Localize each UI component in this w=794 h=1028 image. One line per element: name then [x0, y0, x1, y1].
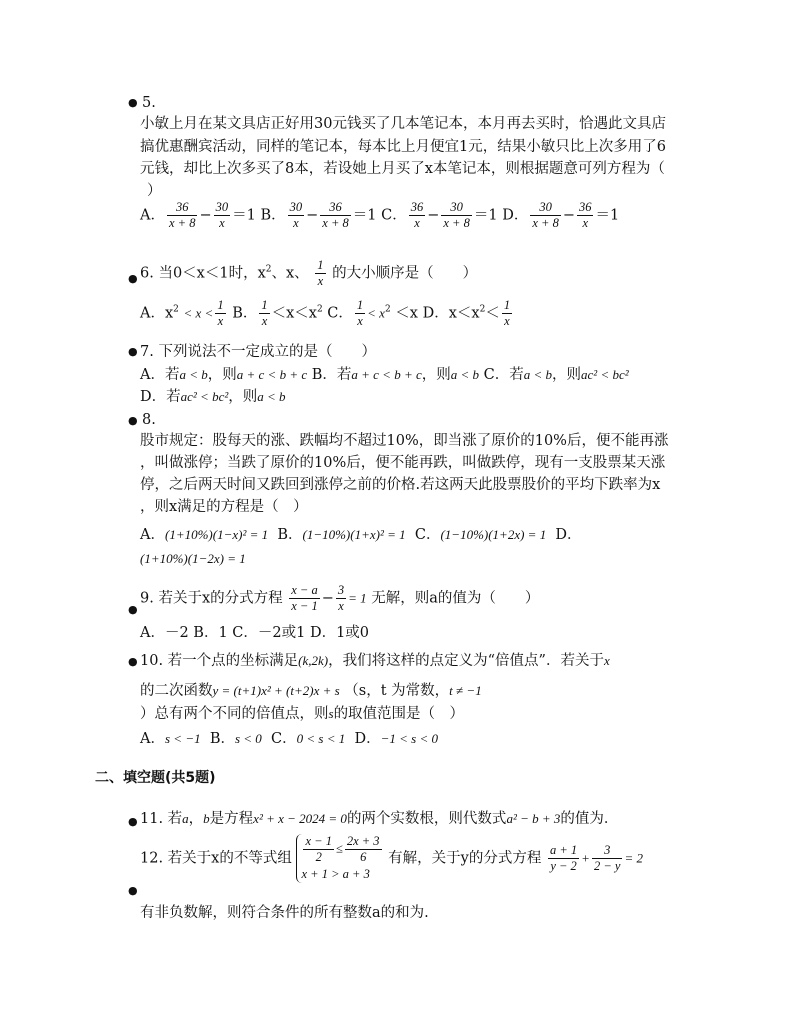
fraction: $\frac{1}{x}$ [261, 298, 268, 328]
q12-stem: 12. 若关于x的不等式组 $\frac{x - 1}{2}$ ≤ $\frac{2x + 3}{6}$ x + 1 > a + 3 有解，关于y的分式方程 $\frac{a + 1}{y - 2}$ + $\frac{3}{2 - y}$ = 2 [140, 834, 643, 881]
q9-options: A．－2 B．1 C．－2或1 D．1或0 [140, 625, 370, 641]
fraction: $\frac{30}{x + 8}$ [532, 200, 559, 230]
q5-opt-b-label: B． [260, 207, 286, 224]
q8-line1: 股市规定：股每天的涨、跌幅均不超过10%，即当涨了原价的10%后，便不能再涨 [140, 433, 669, 449]
q5-line3: 元钱，却比上次多买了8本，若设她上月买了x本笔记本，则根据题意可列方程为（ [140, 161, 665, 177]
fraction: $\frac{3}{2 - y}$ [593, 843, 621, 873]
fraction: $\frac{1}{x}$ [217, 298, 224, 328]
q10-line3: ）总有两个不同的倍值点，则s的取值范围是（ ） [140, 706, 465, 722]
section-heading: 二、填空题(共5题) [95, 770, 216, 786]
fraction: $\frac{36}{x + 8}$ [322, 200, 349, 230]
q8-options-2: (1+10%)(1−2x) = 1 [140, 551, 246, 566]
fraction: $\frac{1}{x}$ [503, 298, 511, 328]
fraction: $\frac{1}{x}$ [317, 258, 324, 288]
fraction: $\frac{a + 1}{y - 2}$ [549, 843, 578, 873]
q5-number: 5. [142, 95, 156, 111]
q5-line4: ） [147, 183, 162, 199]
q11-stem: 11. 若a，b是方程x² + x − 2024 = 0的两个实数根，则代数式a² − b + 3的值为． [140, 811, 619, 827]
fraction: $\frac{x - a}{x - 1}$ [291, 583, 318, 613]
fraction: $\frac{30}{x}$ [215, 200, 229, 230]
bullet-icon: ● [128, 655, 138, 668]
fraction: $\frac{36}{x}$ [410, 200, 424, 230]
fraction: $\frac{36}{x + 8}$ [168, 200, 196, 230]
q10-options: A．s < −1 B．s < 0 C．0 < s < 1 D．−1 < s < 0 [140, 731, 438, 747]
bullet-icon: ● [128, 96, 138, 109]
bullet-icon: ● [128, 414, 138, 427]
inequality-system: $\frac{x - 1}{2}$ ≤ $\frac{2x + 3}{6}$ x + 1 > a + 3 [296, 834, 383, 883]
bullet-icon: ● [128, 345, 138, 358]
q5-opt-a-label: A． [140, 207, 165, 224]
q7-options-2: D．若ac² < bc²，则a < b [140, 389, 286, 405]
q6-options: A．$x^2 < x$ < $\frac{1}{x}$ B． $\frac{1}{x}$ $<x<x^2$ C． $\frac{1}{x}$ < $x^2 <x$ D．$x<x^2<$ $\frac{1}{x}$ [140, 298, 511, 328]
q10-line1: 10. 若一个点的坐标满足(k,2k)，我们将这样的点定义为“倍值点”．若关于x [140, 653, 610, 669]
fraction: $\frac{3}{x}$ [337, 583, 345, 613]
bullet-icon: ● [128, 884, 138, 897]
q8-number: 8. [142, 412, 156, 428]
fraction: $\frac{2x + 3}{6}$ [346, 834, 380, 864]
fraction: $\frac{30}{x}$ [289, 200, 303, 230]
fraction: $\frac{30}{x + 8}$ [443, 200, 470, 230]
fraction: $\frac{36}{x}$ [578, 200, 592, 230]
bullet-icon: ● [128, 272, 138, 285]
bullet-icon: ● [128, 603, 138, 616]
q8-options-1: A．(1+10%)(1−x)² = 1 B．(1−10%)(1+x)² = 1 C．(1−10%)(1+2x) = 1 D． [140, 527, 582, 543]
q5-opt-d-label: D． [502, 207, 529, 224]
q10-line2: 的二次函数y = (t+1)x² + (t+2)x + s （s，t 为常数，t ≠ −1 [140, 683, 482, 699]
q7-options-1: A．若a < b，则a + c < b + c B．若a + c < b + c，则a < b C．若a < b，则ac² < bc² [140, 367, 629, 383]
fraction: $\frac{x - 1}{2}$ [305, 834, 332, 864]
q5-opt-c-label: C． [381, 207, 407, 224]
q12-line2: 有非负数解，则符合条件的所有整数a的和为. [140, 905, 429, 921]
bullet-icon: ● [128, 815, 138, 828]
q5-options: A． $\frac{36}{x + 8}$ − $\frac{30}{x}$ ＝1 B． $\frac{30}{x}$ − $\frac{36}{x + 8}$ ＝1 C． $\frac{36}{x}$ − $\frac{30}{x + 8}$ ＝1 D． $\frac{30}{x + 8}$ − $\frac{36}{x}$ ＝1 [140, 200, 620, 230]
q6-stem: 6. 当0＜x＜1时，$x^2$、x、 $\frac{1}{x}$ 的大小顺序是（ ） [140, 258, 478, 288]
q8-line2: ，叫做涨停；当跌了原价的10%后，便不能再跌，叫做跌停，现有一支股票某天涨 [140, 455, 666, 471]
q9-stem: 9. 若关于x的分式方程 $\frac{x - a}{x - 1}$ − $\frac{3}{x}$ = 1 无解，则a的值为（ ） [140, 583, 540, 613]
q8-line4: ，则x满足的方程是（ ） [140, 499, 308, 515]
q8-line3: 停，之后两天时间又跌回到涨停之前的价格.若这两天此股票股价的平均下跌率为x [140, 477, 661, 493]
q5-line2: 搞优惠酬宾活动，同样的笔记本，每本比上月便宜1元，结果小敏只比上次多用了6 [140, 139, 666, 155]
q5-line1: 小敏上月在某文具店正好用30元钱买了几本笔记本，本月再去买时，恰遇此文具店 [140, 116, 666, 132]
fraction: $\frac{1}{x}$ [356, 298, 364, 328]
q7-stem: 7. 下列说法不一定成立的是（ ） [140, 344, 376, 360]
